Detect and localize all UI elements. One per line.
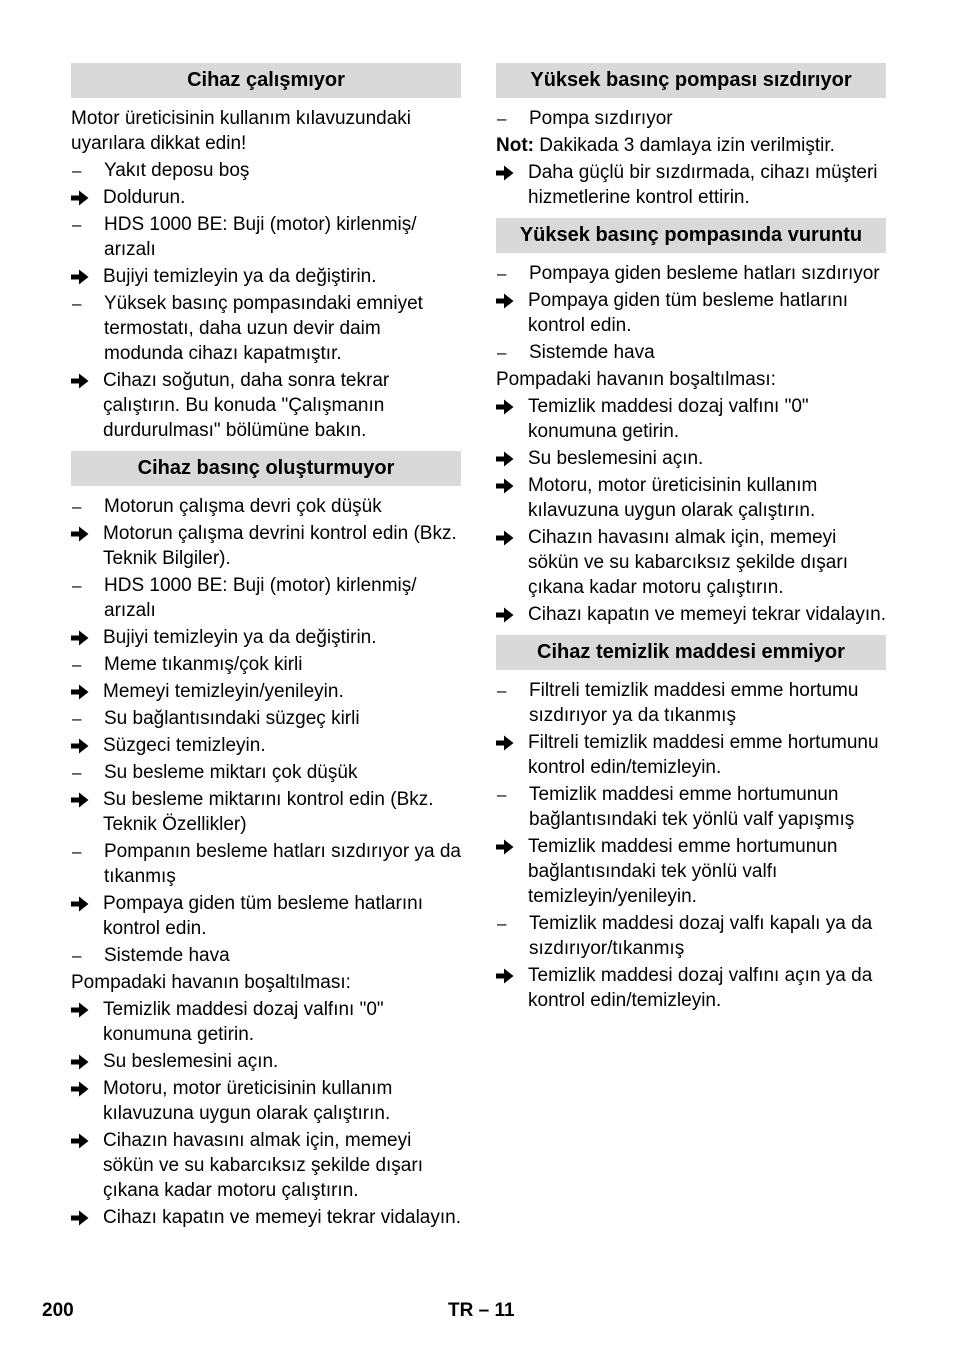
item-text: Motoru, motor üreticisinin kullanım kılavuzuna uygun olarak çalıştırın. <box>103 1078 393 1124</box>
item-text: Memeyi temizleyin/yenileyin. <box>103 681 344 702</box>
right-arrow-icon <box>71 625 103 650</box>
item-text: Meme tıkanmış/çok kirli <box>104 654 303 675</box>
cause-item <box>71 158 461 183</box>
right-arrow-icon <box>496 963 528 1013</box>
cause-item <box>496 678 886 728</box>
action-item <box>71 1128 461 1203</box>
action-item <box>71 1205 461 1230</box>
right-arrow-icon <box>71 1076 103 1126</box>
item-text: Pompaya giden tüm besleme hatlarını kontrol edin. <box>103 893 424 939</box>
right-arrow-icon <box>496 160 528 210</box>
dash-bullet-icon: – <box>497 264 507 283</box>
action-item <box>71 679 461 704</box>
action-item <box>71 264 461 289</box>
cause-item <box>71 760 461 785</box>
section-cihaz-temizlik-maddesi-emmiyor <box>496 635 886 1013</box>
dash-bullet-icon: – <box>72 842 82 861</box>
action-item <box>71 891 461 941</box>
right-arrow-icon <box>71 997 103 1047</box>
item-text: Süzgeci temizleyin. <box>103 735 266 756</box>
cause-item <box>496 106 886 131</box>
section-yuksek-basinc-pompasinda-vuruntu <box>496 218 886 627</box>
dash-bullet-icon: – <box>497 681 507 700</box>
item-text: Temizlik maddesi dozaj valfı kapalı ya da sızdırıyor/tıkanmış <box>529 913 873 959</box>
cause-item <box>496 782 886 832</box>
item-text: Yakıt deposu boş <box>104 160 250 181</box>
right-arrow-icon <box>496 473 528 523</box>
item-text: Filtreli temizlik maddesi emme hortumu sızdırıyor ya da tıkanmış <box>529 680 859 726</box>
note-paragraph <box>496 133 886 158</box>
item-text: Cihazı kapatın ve memeyi tekrar vidalayın. <box>103 1207 461 1228</box>
cause-item <box>71 494 461 519</box>
action-item <box>71 185 461 210</box>
dash-bullet-icon: – <box>72 497 82 516</box>
right-arrow-icon <box>71 185 103 210</box>
right-arrow-icon <box>496 394 528 444</box>
dash-bullet-icon: – <box>72 215 82 234</box>
item-text: Motoru, motor üreticisinin kullanım kılavuzuna uygun olarak çalıştırın. <box>528 475 818 521</box>
right-column <box>496 63 886 1021</box>
item-text: Sistemde hava <box>104 945 230 966</box>
action-item <box>71 1076 461 1126</box>
cause-item <box>71 573 461 623</box>
right-arrow-icon <box>496 288 528 338</box>
section-heading: Yüksek basınç pompasında vuruntu <box>496 218 886 253</box>
right-arrow-icon <box>496 730 528 780</box>
section-cihaz-calismiyor <box>71 63 461 443</box>
action-item <box>71 521 461 571</box>
right-arrow-icon <box>71 733 103 758</box>
item-text: Doldurun. <box>103 187 186 208</box>
action-item <box>496 160 886 210</box>
item-text: Pompaya giden tüm besleme hatlarını kontrol edin. <box>528 290 849 336</box>
action-item <box>71 787 461 837</box>
right-arrow-icon <box>496 834 528 909</box>
item-text: Sistemde hava <box>529 342 655 363</box>
cause-item <box>496 261 886 286</box>
right-arrow-icon <box>496 602 528 627</box>
item-text: Cihazı soğutun, daha sonra tekrar çalıştırın. Bu konuda "Çalışmanın durdurulması" bölümüne bakın. <box>103 370 390 441</box>
action-item <box>71 625 461 650</box>
right-arrow-icon <box>496 446 528 471</box>
dash-bullet-icon: – <box>72 294 82 313</box>
section-heading: Cihaz basınç oluşturmuyor <box>71 451 461 486</box>
action-item <box>496 288 886 338</box>
right-arrow-icon <box>71 264 103 289</box>
cause-item <box>71 839 461 889</box>
note-text: Dakikada 3 damlaya izin verilmiştir. <box>533 135 835 156</box>
paragraph: Motor üreticisinin kullanım kılavuzundaki uyarılara dikkat edin! <box>71 108 412 154</box>
action-item <box>71 1049 461 1074</box>
item-text: Filtreli temizlik maddesi emme hortumunu kontrol edin/temizleyin. <box>528 732 879 778</box>
item-text: Cihazın havasını almak için, memeyi sökün ve su kabarcıksız şekilde dışarı çıkana kadar motoru çalıştırın. <box>103 1130 423 1201</box>
right-arrow-icon <box>71 1205 103 1230</box>
cause-item <box>71 706 461 731</box>
item-text: Su bağlantısındaki süzgeç kirli <box>104 708 360 729</box>
item-text: Yüksek basınç pompasındaki emniyet termostatı, daha uzun devir daim modunda cihazı kapatmıştır. <box>104 293 423 364</box>
cause-item <box>71 943 461 968</box>
item-text: HDS 1000 BE: Buji (motor) kirlenmiş/ arızalı <box>104 214 417 260</box>
item-text: Su beslemesini açın. <box>103 1051 279 1072</box>
item-text: Temizlik maddesi dozaj valfını açın ya da kontrol edin/temizleyin. <box>528 965 873 1011</box>
right-arrow-icon <box>71 679 103 704</box>
language-page-label: TR – 11 <box>448 1300 515 1321</box>
item-text: Temizlik maddesi dozaj valfını "0" konumuna getirin. <box>103 999 384 1045</box>
section-heading: Cihaz temizlik maddesi emmiyor <box>496 635 886 670</box>
section-yuksek-basinc-pompasi-sizdiriyor <box>496 63 886 210</box>
action-item <box>71 368 461 443</box>
right-arrow-icon <box>71 1049 103 1074</box>
dash-bullet-icon: – <box>497 343 507 362</box>
cause-item <box>71 212 461 262</box>
page-number: 200 <box>42 1300 74 1321</box>
right-arrow-icon <box>71 891 103 941</box>
action-item <box>496 963 886 1013</box>
action-item <box>71 997 461 1047</box>
item-text: Motorun çalışma devrini kontrol edin (Bkz. Teknik Bilgiler). <box>103 523 457 569</box>
action-item <box>496 834 886 909</box>
cause-item <box>71 291 461 366</box>
item-text: Motorun çalışma devri çok düşük <box>104 496 382 517</box>
dash-bullet-icon: – <box>72 576 82 595</box>
action-item <box>71 733 461 758</box>
item-text: Bujiyi temizleyin ya da değiştirin. <box>103 627 377 648</box>
cause-item <box>496 340 886 365</box>
item-text: Daha güçlü bir sızdırmada, cihazı müşteri hizmetlerine kontrol ettirin. <box>528 162 878 208</box>
dash-bullet-icon: – <box>72 709 82 728</box>
paragraph: Pompadaki havanın boşaltılması: <box>496 369 776 390</box>
dash-bullet-icon: – <box>72 946 82 965</box>
item-text: Temizlik maddesi dozaj valfını "0" konumuna getirin. <box>528 396 809 442</box>
action-item <box>496 602 886 627</box>
action-item <box>496 446 886 471</box>
right-arrow-icon <box>71 368 103 443</box>
item-text: Su besleme miktarı çok düşük <box>104 762 358 783</box>
section-heading: Cihaz çalışmıyor <box>71 63 461 98</box>
item-text: Pompaya giden besleme hatları sızdırıyor <box>529 263 880 284</box>
action-item <box>496 394 886 444</box>
section-heading: Yüksek basınç pompası sızdırıyor <box>496 63 886 98</box>
paragraph: Pompadaki havanın boşaltılması: <box>71 972 351 993</box>
item-text: Temizlik maddesi emme hortumunun bağlantısındaki tek yönlü valf yapışmış <box>529 784 855 830</box>
dash-bullet-icon: – <box>72 763 82 782</box>
left-column <box>71 63 461 1238</box>
dash-bullet-icon: – <box>497 785 507 804</box>
action-item <box>496 730 886 780</box>
item-text: HDS 1000 BE: Buji (motor) kirlenmiş/ arızalı <box>104 575 417 621</box>
right-arrow-icon <box>496 525 528 600</box>
item-text: Cihazın havasını almak için, memeyi sökün ve su kabarcıksız şekilde dışarı çıkana kadar motoru çalıştırın. <box>528 527 848 598</box>
right-arrow-icon <box>71 787 103 837</box>
action-item <box>496 473 886 523</box>
right-arrow-icon <box>71 521 103 571</box>
item-text: Pompa sızdırıyor <box>529 108 673 129</box>
item-text: Temizlik maddesi emme hortumunun bağlantısındaki tek yönlü valfı temizleyin/yenileyin. <box>528 836 838 907</box>
dash-bullet-icon: – <box>72 161 82 180</box>
dash-bullet-icon: – <box>497 109 507 128</box>
item-text: Pompanın besleme hatları sızdırıyor ya da tıkanmış <box>104 841 461 887</box>
right-arrow-icon <box>71 1128 103 1203</box>
cause-item <box>496 911 886 961</box>
dash-bullet-icon: – <box>72 655 82 674</box>
item-text: Su besleme miktarını kontrol edin (Bkz. Teknik Özellikler) <box>103 789 434 835</box>
note-label: Not: <box>496 135 534 156</box>
item-text: Bujiyi temizleyin ya da değiştirin. <box>103 266 377 287</box>
dash-bullet-icon: – <box>497 914 507 933</box>
item-text: Cihazı kapatın ve memeyi tekrar vidalayın. <box>528 604 886 625</box>
section-cihaz-basinc-olusturmuyor <box>71 451 461 1230</box>
action-item <box>496 525 886 600</box>
cause-item <box>71 652 461 677</box>
item-text: Su beslemesini açın. <box>528 448 704 469</box>
